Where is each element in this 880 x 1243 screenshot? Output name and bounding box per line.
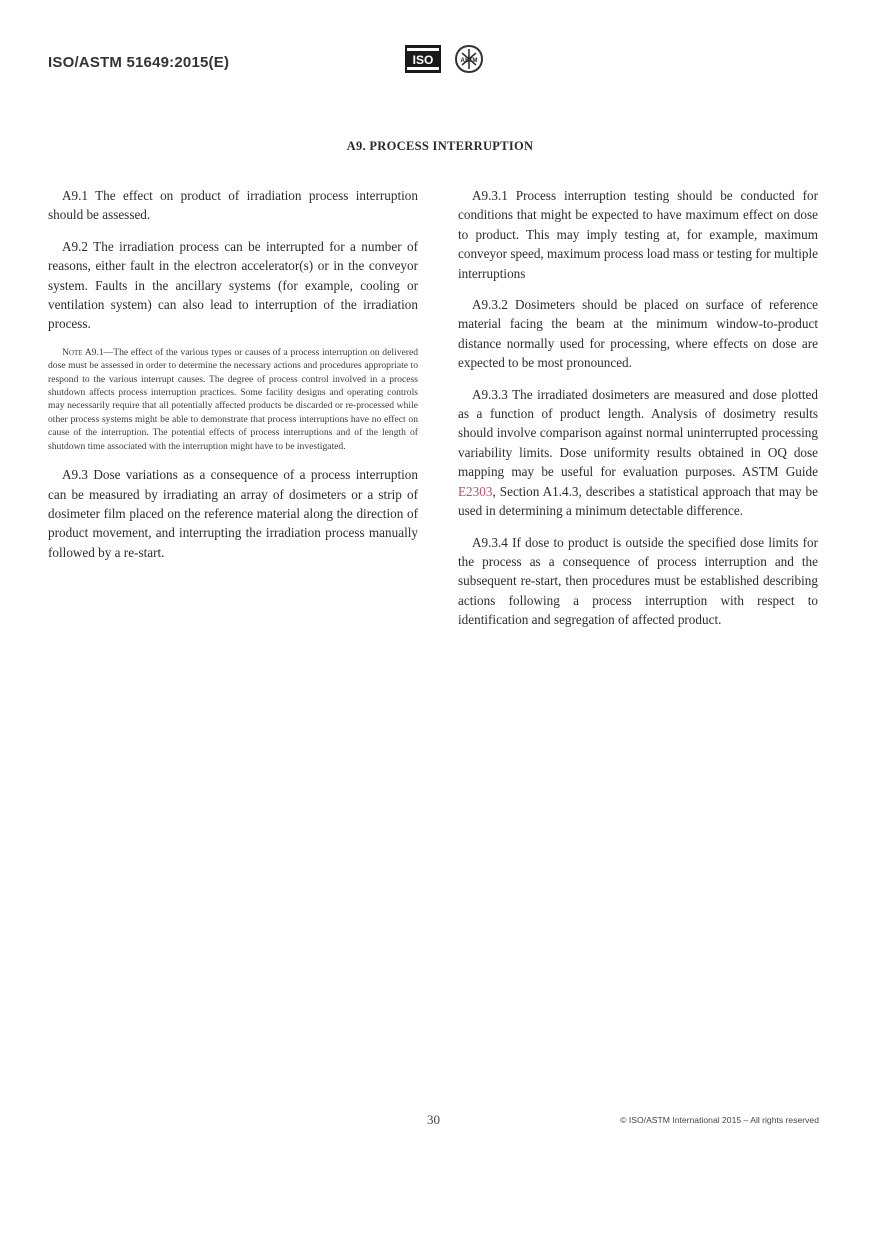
page-number: 30 <box>427 1112 440 1127</box>
paragraph-a9-3-3-text-end: , Section A1.4.3, describes a statistical approach that may be used in determining a minimum detectable difference. <box>458 483 818 519</box>
copyright-notice: © ISO/ASTM International 2015 – All rights reserved <box>620 1115 819 1125</box>
astm-logo <box>452 44 486 74</box>
paragraph-a9-3: A9.3 Dose variations as a consequence of a process interruption can be measured by irradiating an array of dosimeters or a strip of dosimeter film placed on the reference material along the direction of product movement, and interrupting the irradiation process manually followed by a re-start. <box>48 467 418 560</box>
document-id: ISO/ASTM 51649:2015(E) <box>48 54 230 71</box>
astm-logo-text: ASTM <box>460 58 478 64</box>
paragraph-a9-1: A9.1 The effect on product of irradiation process interruption should be assessed. <box>48 188 418 223</box>
section-title: A9. PROCESS INTERRUPTION <box>346 139 534 153</box>
paragraph-a9-3-2: A9.3.2 Dosimeters should be placed on surface of reference material facing the beam at the minimum window-to-product distance normally used for processing, where effects on dose are expected to be most pronounced. <box>458 297 818 371</box>
paragraph-a9-3-3-text-start: A9.3.3 The irradiated dosimeters are measured and dose plotted as a function of product length. Analysis of dosimetry results should involve comparison against normal uninterrupted processing variability limits. Dose uniformity results obtained in OQ dose mapping may be useful for evaluation purposes. ASTM Guide <box>458 386 818 480</box>
e2303-link[interactable]: E2303 <box>458 483 493 499</box>
note-body: —The effect of the various types or causes of a process interruption on delivered dose must be assessed in order to determine the necessary actions and procedures appropriate to respond to the various interrupt causes. The degree of process control involved in a process shutdown affects process interruption practices. Some facility designs and operating controls may necessarily require that all potentially affected products be discarded or re-processed while other process systems might be able to demonstrate that process interruptions have no effect on cause of the interruption. The potential effects of process interruptions and of the length of shutdown time associated with the interruption might have to be investigated. <box>48 346 419 452</box>
paragraph-a9-3-1: A9.3.1 Process interruption testing should be conducted for conditions that might be expected to have maximum effect on dose to product. This may imply testing at, for example, maximum conveyor speed, maximum process load mass or testing for multiple interruptions <box>458 188 818 281</box>
iso-logo-text: ISO <box>412 53 434 67</box>
paragraph-a9-3-4: A9.3.4 If dose to product is outside the specified dose limits for the process as a consequence of process interruption and the subsequent re-start, then procedures must be established describing actions following a process interruption with respect to identification and segregation of affected product. <box>458 534 818 628</box>
note-a9-1 <box>48 346 418 453</box>
note-lead: Note A9.1 <box>62 346 104 358</box>
header-logos <box>404 44 486 74</box>
right-column <box>458 186 818 642</box>
iso-logo <box>404 44 442 74</box>
paragraph-a9-3-3 <box>458 385 818 521</box>
left-column <box>48 186 418 574</box>
paragraph-a9-2: A9.2 The irradiation process can be interrupted for a number of reasons, either fault in the electron accelerator(s) or in the conveyor system. Faults in the ancillary systems (for example, cooling or ventilation system) can also lead to interruption of the irradiation process. <box>48 238 418 332</box>
